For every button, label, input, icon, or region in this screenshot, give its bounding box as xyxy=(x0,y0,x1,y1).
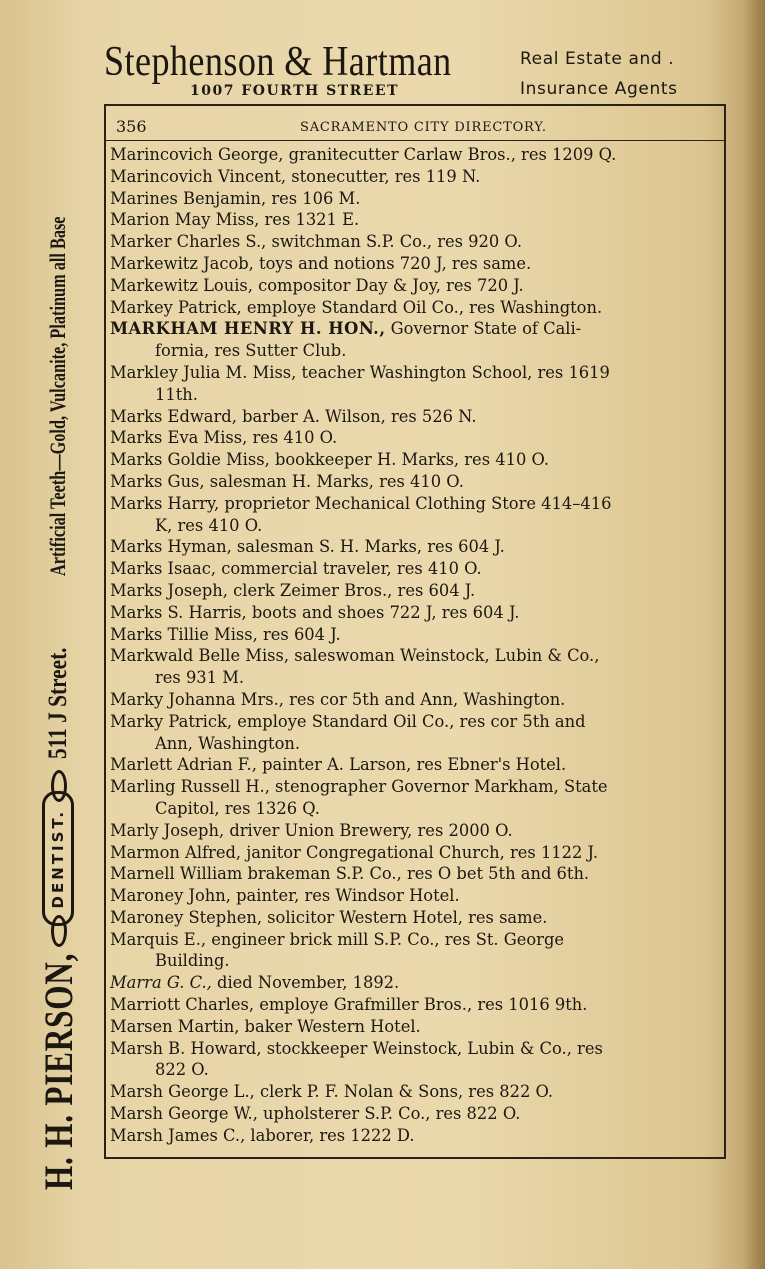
header-rule xyxy=(104,104,726,106)
entry-continuation-line xyxy=(110,667,712,689)
entry-text: Marks Goldie Miss, bookkeeper H. Marks, res 410 O. xyxy=(110,450,550,470)
directory-entry xyxy=(110,471,712,493)
entry-text: Markewitz Louis, compositor Day & Joy, res 720 J. xyxy=(110,275,524,295)
entry-first-line xyxy=(110,362,712,384)
firm-ad-line-2: Insurance Agents xyxy=(520,79,678,99)
entry-first-line xyxy=(110,558,712,580)
entry-text: Marks Hyman, salesman S. H. Marks, res 604 J. xyxy=(110,537,505,557)
entry-text: res 931 M. xyxy=(155,668,245,688)
entry-continuation-line xyxy=(110,384,712,406)
entry-text: fornia, res Sutter Club. xyxy=(155,341,347,361)
entry-continuation-line xyxy=(110,1059,712,1081)
directory-entry xyxy=(110,929,712,973)
entry-first-line xyxy=(110,645,712,667)
directory-entry xyxy=(110,1103,712,1125)
directory-listings xyxy=(110,144,712,1147)
entry-text: Marincovich Vincent, stonecutter, res 119 N. xyxy=(110,166,481,186)
directory-entry xyxy=(110,406,712,428)
entry-text: Marling Russell H., stenographer Governor Markham, State xyxy=(110,777,608,797)
entry-text: Markwald Belle Miss, saleswoman Weinstock, Lubin & Co., xyxy=(110,646,600,666)
firm-address: 1007 FOURTH STREET xyxy=(190,83,400,99)
entry-first-line xyxy=(110,1103,712,1125)
entry-text: Marks Tillie Miss, res 604 J. xyxy=(110,624,341,644)
directory-entry xyxy=(110,166,712,188)
page-spine-shadow xyxy=(743,0,765,1269)
entry-text: Marsen Martin, baker Western Hotel. xyxy=(110,1016,421,1036)
entry-text: Marks Isaac, commercial traveler, res 410 O. xyxy=(110,559,482,579)
entry-text: Marsh James C., laborer, res 1222 D. xyxy=(110,1125,415,1145)
side-advertisement xyxy=(36,90,80,1190)
entry-continuation-line xyxy=(110,515,712,537)
entry-text: Governor State of Cali- xyxy=(385,319,582,339)
entry-first-line xyxy=(110,1125,712,1147)
entry-first-line xyxy=(110,863,712,885)
entry-first-line xyxy=(110,471,712,493)
firm-ad xyxy=(520,44,730,104)
entry-text: Capitol, res 1326 Q. xyxy=(155,798,320,818)
entry-text: Maroney John, painter, res Windsor Hotel. xyxy=(110,886,460,906)
directory-entry xyxy=(110,209,712,231)
directory-entry xyxy=(110,1125,712,1147)
entry-text: Marlett Adrian F., painter A. Larson, res Ebner's Hotel. xyxy=(110,755,567,775)
directory-entry xyxy=(110,1038,712,1082)
entry-first-line xyxy=(110,689,712,711)
entry-text: 11th. xyxy=(155,384,198,404)
entry-first-line xyxy=(110,820,712,842)
directory-entry xyxy=(110,493,712,537)
firm-name: Stephenson & Hartman xyxy=(104,39,452,85)
directory-entry xyxy=(110,602,712,624)
entry-first-line xyxy=(110,842,712,864)
entry-text: Marmon Alfred, janitor Congregational Church, res 1122 J. xyxy=(110,842,598,862)
entry-text: Marsh B. Howard, stockkeeper Weinstock, Lubin & Co., res xyxy=(110,1038,603,1058)
entry-first-line xyxy=(110,231,712,253)
entry-text: Marky Patrick, employe Standard Oil Co., res cor 5th and xyxy=(110,711,586,731)
entry-text: Marsh George W., upholsterer S.P. Co., res 822 O. xyxy=(110,1104,521,1124)
entry-text: Marquis E., engineer brick mill S.P. Co., res St. George xyxy=(110,929,565,949)
directory-entry xyxy=(110,558,712,580)
directory-entry xyxy=(110,994,712,1016)
entry-text: Marriott Charles, employe Grafmiller Bros., res 1016 9th. xyxy=(110,995,588,1015)
entry-first-line xyxy=(110,406,712,428)
entry-text: Marnell William brakeman S.P. Co., res O bet 5th and 6th. xyxy=(110,864,590,884)
entry-continuation-line xyxy=(110,340,712,362)
entry-first-line xyxy=(110,253,712,275)
dentist-badge: DENTIST. xyxy=(42,791,74,926)
entry-first-line xyxy=(110,297,712,319)
entry-first-line xyxy=(110,493,712,515)
page-number: 356 xyxy=(116,117,147,136)
entry-first-line xyxy=(110,754,712,776)
directory-entry xyxy=(110,188,712,210)
entry-text: Maroney Stephen, solicitor Western Hotel, res same. xyxy=(110,907,548,927)
directory-entry xyxy=(110,536,712,558)
entry-text: Markewitz Jacob, toys and notions 720 J, res same. xyxy=(110,253,532,273)
entry-first-line xyxy=(110,776,712,798)
entry-first-line xyxy=(110,972,712,994)
directory-entry xyxy=(110,362,712,406)
entry-text: Marines Benjamin, res 106 M. xyxy=(110,188,361,208)
entry-first-line xyxy=(110,1038,712,1060)
directory-entry xyxy=(110,645,712,689)
entry-text: Marks Harry, proprietor Mechanical Clothing Store 414–416 xyxy=(110,493,612,513)
entry-text: Building. xyxy=(155,951,230,971)
entry-text: Ann, Washington. xyxy=(155,733,301,753)
entry-first-line xyxy=(110,1081,712,1103)
directory-entry xyxy=(110,885,712,907)
directory-entry xyxy=(110,711,712,755)
entry-name: Marra G. C., xyxy=(110,973,212,993)
directory-entry xyxy=(110,318,712,362)
entry-text: Marly Joseph, driver Union Brewery, res 2000 O. xyxy=(110,820,513,840)
entry-first-line xyxy=(110,711,712,733)
directory-entry xyxy=(110,863,712,885)
entry-text: 822 O. xyxy=(155,1060,209,1080)
entry-first-line xyxy=(110,318,712,340)
directory-entry xyxy=(110,253,712,275)
running-head-rule xyxy=(104,140,726,141)
entry-text: Marks Edward, barber A. Wilson, res 526 N. xyxy=(110,406,477,426)
directory-entry xyxy=(110,1016,712,1038)
side-ad-name: H. H. PIERSON, xyxy=(35,952,81,1190)
side-ad-text: Artificial Teeth—Gold, Vulcanite, Platinum all Base xyxy=(45,216,70,576)
entry-first-line xyxy=(110,188,712,210)
entry-text: died November, 1892. xyxy=(211,973,400,993)
entry-text: Marincovich George, granitecutter Carlaw Bros., res 1209 Q. xyxy=(110,145,617,164)
directory-entry xyxy=(110,972,712,994)
entry-first-line xyxy=(110,209,712,231)
directory-entry xyxy=(110,1081,712,1103)
directory-entry xyxy=(110,689,712,711)
entry-first-line xyxy=(110,427,712,449)
directory-entry xyxy=(110,427,712,449)
firm-ad-line-1: Real Estate and . xyxy=(520,49,675,69)
entry-first-line xyxy=(110,907,712,929)
entry-first-line xyxy=(110,624,712,646)
directory-entry xyxy=(110,275,712,297)
entry-text: Markley Julia M. Miss, teacher Washington School, res 1619 xyxy=(110,362,610,382)
frame-right-rule xyxy=(724,104,726,1159)
entry-first-line xyxy=(110,929,712,951)
directory-entry xyxy=(110,907,712,929)
directory-entry xyxy=(110,776,712,820)
frame-left-rule xyxy=(104,104,106,1159)
entry-text: Marks Gus, salesman H. Marks, res 410 O. xyxy=(110,471,464,491)
entry-text: Marks Joseph, clerk Zeimer Bros., res 604 J. xyxy=(110,580,476,600)
entry-first-line xyxy=(110,166,712,188)
entry-text: Marks S. Harris, boots and shoes 722 J, res 604 J. xyxy=(110,602,520,622)
entry-text: Marion May Miss, res 1321 E. xyxy=(110,210,360,230)
directory-entry xyxy=(110,624,712,646)
entry-first-line xyxy=(110,144,712,166)
entry-first-line xyxy=(110,885,712,907)
entry-first-line xyxy=(110,602,712,624)
entry-first-line xyxy=(110,449,712,471)
entry-text: Marky Johanna Mrs., res cor 5th and Ann, Washington. xyxy=(110,689,566,709)
directory-entry xyxy=(110,144,712,166)
directory-entry xyxy=(110,754,712,776)
side-ad-street: 511 J Street. xyxy=(43,647,72,760)
entry-first-line xyxy=(110,580,712,602)
directory-entry xyxy=(110,449,712,471)
entry-first-line xyxy=(110,275,712,297)
entry-continuation-line xyxy=(110,798,712,820)
entry-text: Marsh George L., clerk P. F. Nolan & Sons, res 822 O. xyxy=(110,1082,554,1102)
entry-first-line xyxy=(110,994,712,1016)
directory-entry xyxy=(110,842,712,864)
frame-bottom-rule xyxy=(104,1157,726,1159)
entry-name: MARKHAM HENRY H. HON., xyxy=(110,319,386,339)
entry-continuation-line xyxy=(110,733,712,755)
directory-entry xyxy=(110,297,712,319)
directory-entry xyxy=(110,231,712,253)
entry-continuation-line xyxy=(110,950,712,972)
entry-text: Markey Patrick, employe Standard Oil Co., res Washington. xyxy=(110,297,603,317)
entry-first-line xyxy=(110,536,712,558)
directory-entry xyxy=(110,580,712,602)
entry-text: Marker Charles S., switchman S.P. Co., res 920 O. xyxy=(110,232,522,252)
entry-text: Marks Eva Miss, res 410 O. xyxy=(110,428,338,448)
entry-text: K, res 410 O. xyxy=(155,515,263,535)
entry-first-line xyxy=(110,1016,712,1038)
running-head: SACRAMENTO CITY DIRECTORY. xyxy=(300,120,547,135)
directory-entry xyxy=(110,820,712,842)
